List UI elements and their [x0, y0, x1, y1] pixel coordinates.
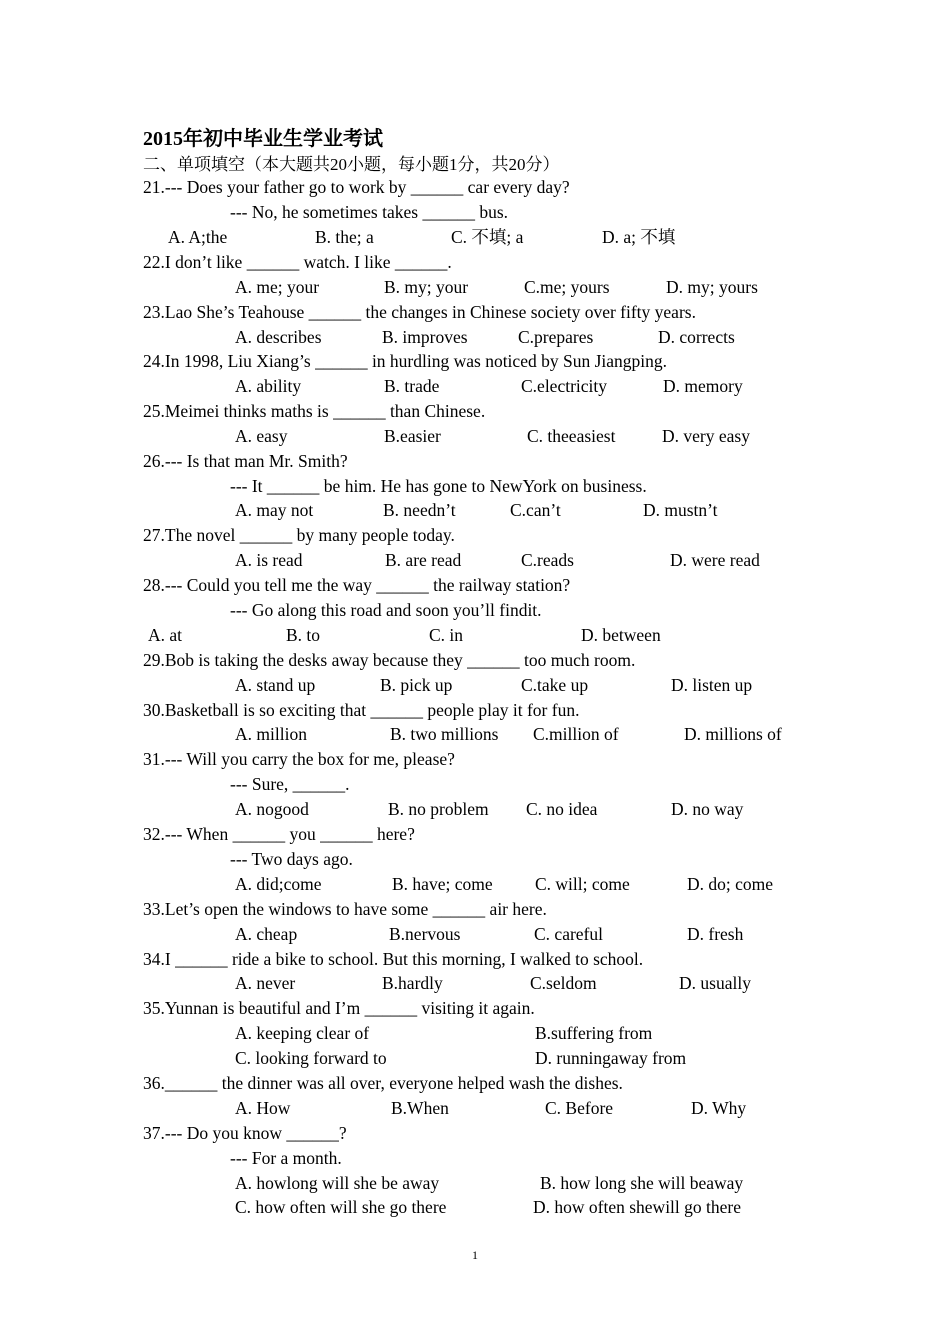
q27-option-d: D. were read — [670, 550, 760, 570]
q23-option-d: D. corrects — [658, 327, 735, 347]
q31-option-c: C. no idea — [526, 799, 598, 819]
q25-option-a: A. easy — [235, 426, 288, 446]
q35-option-a: A. keeping clear of — [235, 1023, 370, 1043]
q22-option-a: A. me; your — [235, 277, 320, 297]
q23-option-b: B. improves — [382, 327, 468, 347]
q28-option-a: A. at — [148, 625, 183, 645]
question-35: 35.Yunnan is beautiful and I’m ______ visiting it again. — [143, 998, 535, 1018]
q37-option-a: A. howlong will she be away — [235, 1173, 440, 1193]
q22-option-d: D. my; yours — [666, 277, 758, 297]
q24-option-a: A. ability — [235, 376, 302, 396]
q37-option-b: B. how long she will beaway — [540, 1173, 744, 1193]
q27-option-c: C.reads — [521, 550, 574, 570]
question-32: 32.--- When ______ you ______ here? — [143, 824, 415, 844]
q30-option-b: B. two millions — [390, 724, 499, 744]
q22-option-b: B. my; your — [384, 277, 469, 297]
q36-option-a: A. How — [235, 1098, 291, 1118]
q29-option-c: C.take up — [521, 675, 589, 695]
q37-option-c: C. how often will she go there — [235, 1197, 447, 1217]
question-27: 27.The novel ______ by many people today. — [143, 525, 455, 545]
exam-title: 2015年初中毕业生学业考试 — [143, 128, 383, 150]
question-25: 25.Meimei thinks maths is ______ than Chinese. — [143, 401, 486, 421]
question-22: 22.I don’t like ______ watch. I like ______. — [143, 252, 452, 272]
question-21: 21.--- Does your father go to work by ______ car every day? — [143, 177, 570, 197]
q33-option-b: B.nervous — [389, 924, 461, 944]
question-31: 31.--- Will you carry the box for me, please? — [143, 749, 455, 769]
q29-option-a: A. stand up — [235, 675, 316, 695]
q28-option-c: C. in — [429, 625, 464, 645]
question-23: 23.Lao She’s Teahouse ______ the changes in Chinese society over fifty years. — [143, 302, 696, 322]
q29-option-b: B. pick up — [380, 675, 453, 695]
question-37-reply: --- For a month. — [230, 1148, 342, 1168]
q21-option-a: A. A;the — [168, 227, 228, 247]
q32-option-d: D. do; come — [687, 874, 774, 894]
q34-option-d: D. usually — [679, 973, 751, 993]
q34-option-b: B.hardly — [382, 973, 443, 993]
question-26-reply: --- It ______ be him. He has gone to NewYork on business. — [230, 476, 647, 496]
q23-option-a: A. describes — [235, 327, 322, 347]
q34-option-a: A. never — [235, 973, 296, 993]
q33-option-d: D. fresh — [687, 924, 744, 944]
q21-option-b: B. the; a — [315, 227, 374, 247]
q37-option-d: D. how often shewill go there — [533, 1197, 742, 1217]
q27-option-b: B. are read — [385, 550, 462, 570]
q32-option-b: B. have; come — [392, 874, 493, 894]
q35-option-c: C. looking forward to — [235, 1048, 387, 1068]
section-heading: 二、单项填空（本大题共20小题，每小题1分，共20分） — [143, 155, 560, 174]
q34-option-c: C.seldom — [530, 973, 597, 993]
q25-option-b: B.easier — [384, 426, 441, 446]
q32-option-a: A. did;come — [235, 874, 322, 894]
q35-option-d: D. runningaway from — [535, 1048, 687, 1068]
q35-option-b: B.suffering from — [535, 1023, 653, 1043]
q26-option-b: B. needn’t — [383, 500, 456, 520]
question-33: 33.Let’s open the windows to have some ______ air here. — [143, 899, 547, 919]
question-34: 34.I ______ ride a bike to school. But this morning, I walked to school. — [143, 949, 644, 969]
q31-option-a: A. nogood — [235, 799, 309, 819]
q36-option-b: B.When — [391, 1098, 449, 1118]
question-28-reply: --- Go along this road and soon you’ll findit. — [230, 600, 542, 620]
q25-option-c: C. theeasiest — [527, 426, 616, 446]
q30-option-d: D. millions of — [684, 724, 782, 744]
question-28: 28.--- Could you tell me the way ______ the railway station? — [143, 575, 571, 595]
question-37: 37.--- Do you know ______? — [143, 1123, 347, 1143]
q30-option-c: C.million of — [533, 724, 619, 744]
q21-option-c: C. 不填; a — [451, 227, 524, 247]
q30-option-a: A. million — [235, 724, 307, 744]
question-30: 30.Basketball is so exciting that ______ people play it for fun. — [143, 700, 580, 720]
q36-option-c: C. Before — [545, 1098, 614, 1118]
question-26: 26.--- Is that man Mr. Smith? — [143, 451, 348, 471]
q26-option-c: C.can’t — [510, 500, 561, 520]
q26-option-a: A. may not — [235, 500, 314, 520]
q24-option-b: B. trade — [384, 376, 440, 396]
q33-option-c: C. careful — [534, 924, 603, 944]
question-31-reply: --- Sure, ______. — [230, 774, 350, 794]
q24-option-d: D. memory — [663, 376, 743, 396]
q21-option-d: D. a; 不填 — [602, 227, 676, 247]
q23-option-c: C.prepares — [518, 327, 594, 347]
q28-option-b: B. to — [286, 625, 321, 645]
q29-option-d: D. listen up — [671, 675, 753, 695]
question-32-reply: --- Two days ago. — [230, 849, 353, 869]
q33-option-a: A. cheap — [235, 924, 298, 944]
question-21-reply: --- No, he sometimes takes ______ bus. — [230, 202, 509, 222]
question-29: 29.Bob is taking the desks away because they ______ too much room. — [143, 650, 636, 670]
q27-option-a: A. is read — [235, 550, 303, 570]
question-24: 24.In 1998, Liu Xiang’s ______ in hurdling was noticed by Sun Jiangping. — [143, 351, 667, 371]
q32-option-c: C. will; come — [535, 874, 630, 894]
q36-option-d: D. Why — [691, 1098, 747, 1118]
q25-option-d: D. very easy — [662, 426, 750, 446]
page-number: 1 — [472, 1248, 478, 1262]
q26-option-d: D. mustn’t — [643, 500, 718, 520]
q31-option-b: B. no problem — [388, 799, 489, 819]
q22-option-c: C.me; yours — [524, 277, 610, 297]
q24-option-c: C.electricity — [521, 376, 608, 396]
q31-option-d: D. no way — [671, 799, 744, 819]
question-36: 36.______ the dinner was all over, everyone helped wash the dishes. — [143, 1073, 623, 1093]
q28-option-d: D. between — [581, 625, 661, 645]
